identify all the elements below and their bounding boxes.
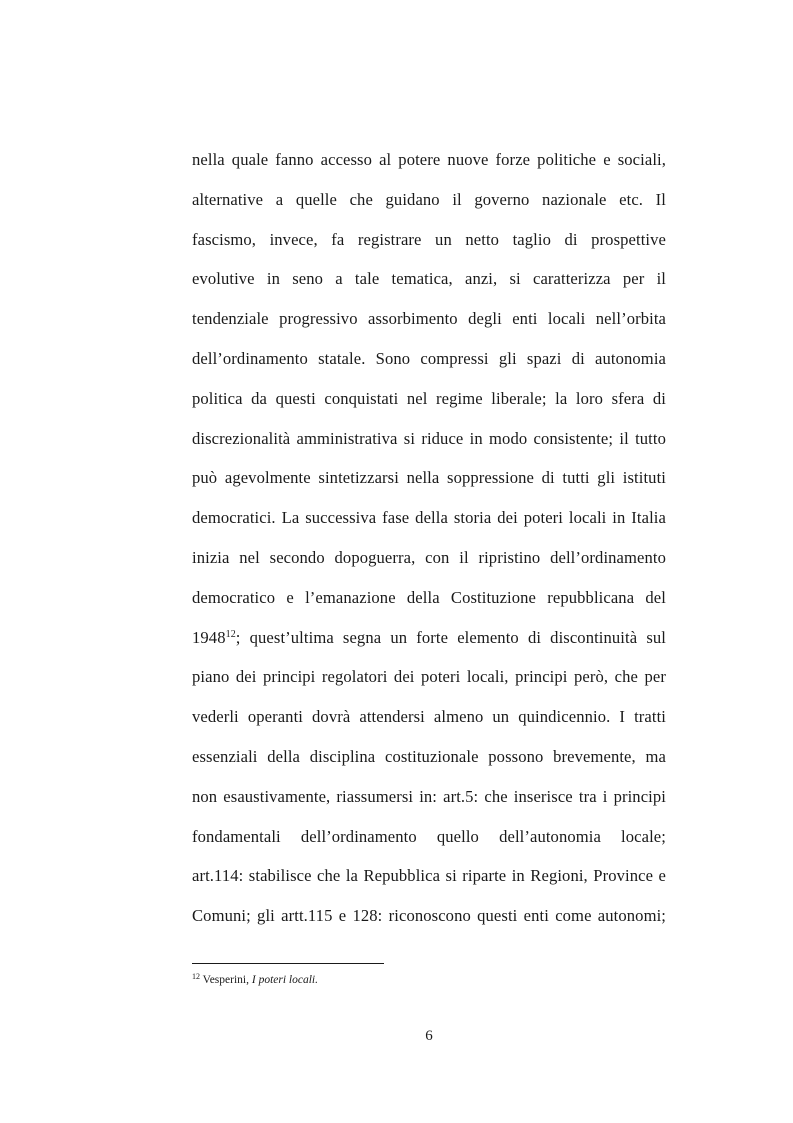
footnote-separator xyxy=(192,963,384,964)
text-line: inizia nel secondo dopoguerra, con il ripristino dell’ordinamento xyxy=(192,547,666,567)
text-fragment: ; quest’ultima segna un forte elemento di discontinuità sul xyxy=(235,627,666,647)
text-line: essenziali della disciplina costituzionale possono brevemente, ma xyxy=(192,746,666,766)
footnote-reference[interactable]: 12 xyxy=(225,628,236,640)
text-fragment: 1948 xyxy=(192,627,226,647)
text-line-with-footnote-ref xyxy=(192,618,666,658)
text-line: nella quale fanno accesso al potere nuove forze politiche e sociali, xyxy=(192,150,666,169)
text-line: tendenziale progressivo assorbimento degli enti locali nell’orbita xyxy=(192,309,666,329)
text-line: discrezionalità amministrativa si riduce in modo consistente; il tutto xyxy=(192,428,666,448)
text-line: vederli operanti dovrà attendersi almeno un quindicennio. I tratti xyxy=(192,707,666,727)
footnote xyxy=(192,972,318,988)
footnote-author: Vesperini, xyxy=(200,974,252,986)
body-text xyxy=(192,140,666,936)
footnote-number: 12 xyxy=(192,972,200,981)
text-line: politica da questi conquistati nel regime liberale; la loro sfera di xyxy=(192,388,666,408)
text-line: dell’ordinamento statale. Sono compressi gli spazi di autonomia xyxy=(192,348,666,368)
footnote-title: I poteri locali. xyxy=(251,974,318,986)
text-line: democratico e l’emanazione della Costituzione repubblicana del xyxy=(192,587,666,607)
text-line: piano dei principi regolatori dei poteri locali, principi però, che per xyxy=(192,667,666,687)
text-line: può agevolmente sintetizzarsi nella soppressione di tutti gli istituti xyxy=(192,468,666,488)
text-line: fondamentali dell’ordinamento quello dell’autonomia locale; xyxy=(192,826,666,846)
text-line: art.114: stabilisce che la Repubblica si riparte in Regioni, Province e xyxy=(192,866,666,886)
text-line: non esaustivamente, riassumersi in: art.5: che inserisce tra i principi xyxy=(192,786,666,806)
page-number: 6 xyxy=(425,1028,433,1044)
text-line: Comuni; gli artt.115 e 128: riconoscono questi enti come autonomi; xyxy=(192,906,666,926)
text-line: alternative a quelle che guidano il governo nazionale etc. Il xyxy=(192,189,666,209)
text-line: democratici. La successiva fase della storia dei poteri locali in Italia xyxy=(192,508,666,528)
text-line: fascismo, invece, fa registrare un netto taglio di prospettive xyxy=(192,229,666,249)
text-line: evolutive in seno a tale tematica, anzi, si caratterizza per il xyxy=(192,269,666,289)
